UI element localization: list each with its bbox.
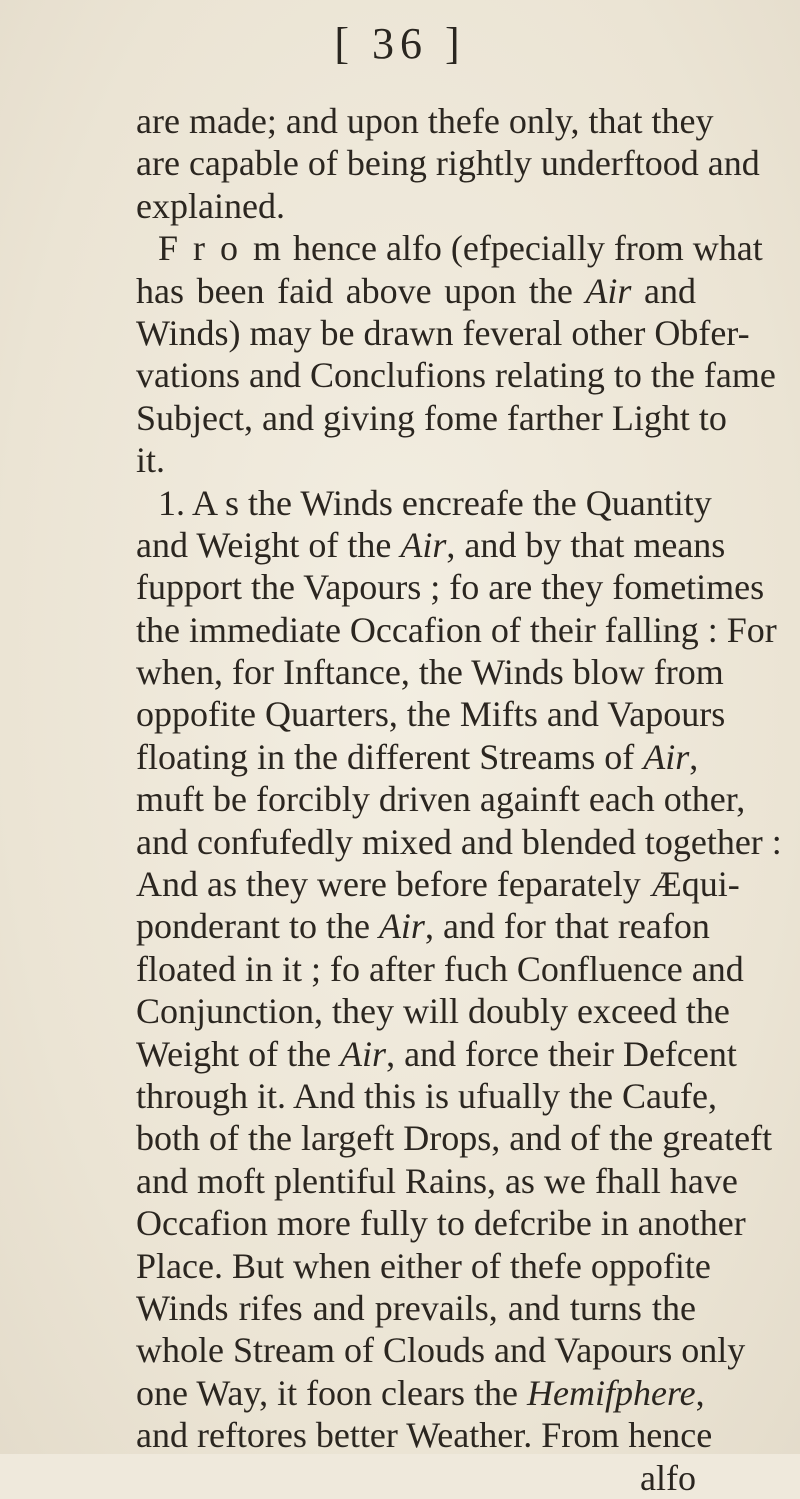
line-text: Place. But when either of thefe oppofite — [136, 1245, 711, 1286]
line-tail: and — [631, 270, 696, 311]
text-line — [136, 778, 746, 820]
line-text: are capable of being rightly underftood and — [136, 143, 760, 184]
text-line — [136, 1033, 737, 1075]
line-text: oppofite Quarters, the Mifts and Vapours — [136, 694, 726, 735]
line-text: Winds) may be drawn feveral other Obfer- — [136, 312, 750, 353]
body-text — [136, 100, 782, 1499]
line-tail: , — [695, 1372, 705, 1413]
line-text: floating in the different Streams of — [136, 736, 644, 777]
line-text: hence alfo (efpecially from what — [284, 228, 763, 269]
text-line — [136, 863, 740, 905]
line-text: and Weight of the — [136, 524, 401, 565]
line-text: through it. And this is ufually the Caufe, — [136, 1075, 717, 1116]
line-text: ponderant to the — [136, 906, 379, 947]
text-line — [136, 821, 782, 863]
text-line — [136, 1287, 696, 1329]
text-line — [136, 693, 726, 735]
line-text: And as they were before feparately Æqui- — [136, 864, 740, 905]
text-line — [136, 524, 726, 566]
line-text: Occafion more fully to defcribe in another — [136, 1203, 746, 1244]
text-line — [136, 990, 730, 1032]
text-line — [136, 1457, 696, 1499]
text-line — [136, 948, 744, 990]
text-line — [136, 566, 765, 608]
line-text: Weight of the — [136, 1033, 341, 1074]
line-text: whole Stream of Clouds and Vapours only — [136, 1330, 746, 1371]
line-text: it. — [136, 440, 166, 481]
line-text: one Way, it foon clears the — [136, 1372, 527, 1413]
text-line — [136, 482, 712, 524]
line-text: explained. — [136, 185, 285, 226]
text-line — [136, 1329, 746, 1371]
line-text: the immediate Occafion of their falling : For — [136, 609, 777, 650]
text-line — [136, 185, 696, 227]
line-text: fupport the Vapours ; fo are they fometimes — [136, 567, 765, 608]
line-text: Conjunction, they will doubly exceed the — [136, 991, 730, 1032]
italic-word: Hemifphere — [526, 1372, 696, 1413]
text-line — [136, 651, 724, 693]
text-line — [136, 397, 727, 439]
text-line — [136, 142, 760, 184]
text-line — [136, 1160, 738, 1202]
line-text: when, for Inftance, the Winds blow from — [136, 652, 724, 693]
text-line — [136, 100, 714, 142]
text-line — [136, 270, 696, 312]
line-text: both of the largeft Drops, and of the greateft — [136, 1118, 773, 1159]
text-line — [136, 609, 777, 651]
text-line — [136, 1372, 705, 1414]
line-text: 1. A s the Winds encreafe the Quantity — [158, 482, 712, 523]
text-line — [136, 1075, 717, 1117]
italic-word: Air — [400, 524, 447, 565]
line-text: vations and Conclufions relating to the fame — [136, 355, 776, 396]
text-line — [136, 1202, 746, 1244]
text-line — [136, 1117, 773, 1159]
text-line — [136, 1414, 713, 1456]
text-line — [136, 439, 696, 481]
text-line — [136, 227, 763, 269]
text-line — [136, 354, 776, 396]
line-tail: , and for that reafon — [424, 906, 710, 947]
italic-word: Air — [585, 270, 632, 311]
italic-word: Air — [378, 906, 425, 947]
line-text: floated in it ; fo after fuch Confluence and — [136, 948, 744, 989]
italic-word: Air — [340, 1033, 387, 1074]
page-number-header: [ 36 ] — [334, 19, 466, 68]
line-text: Subject, and giving fome farther Light to — [136, 397, 727, 438]
small-caps-lead: F r o m — [158, 228, 285, 269]
line-text: and moft plentiful Rains, as we fhall have — [136, 1160, 738, 1201]
text-line — [136, 312, 750, 354]
line-tail: , and force their Defcent — [386, 1033, 737, 1074]
text-line — [136, 1245, 711, 1287]
italic-word: Air — [643, 736, 690, 777]
line-text: Winds rifes and prevails, and turns the — [136, 1287, 696, 1328]
line-tail: , and by that means — [446, 524, 726, 565]
line-text: has been faid above upon the — [136, 270, 586, 311]
line-text: and reftores better Weather. From hence — [136, 1415, 713, 1456]
line-text: and confufedly mixed and blended together : — [136, 821, 782, 862]
line-text: are made; and upon thefe only, that they — [136, 101, 714, 141]
text-line — [136, 736, 699, 778]
line-text: alfo — [640, 1457, 696, 1498]
line-text: muft be forcibly driven againft each other, — [136, 779, 746, 820]
line-tail: , — [689, 736, 699, 777]
text-line — [136, 905, 710, 947]
